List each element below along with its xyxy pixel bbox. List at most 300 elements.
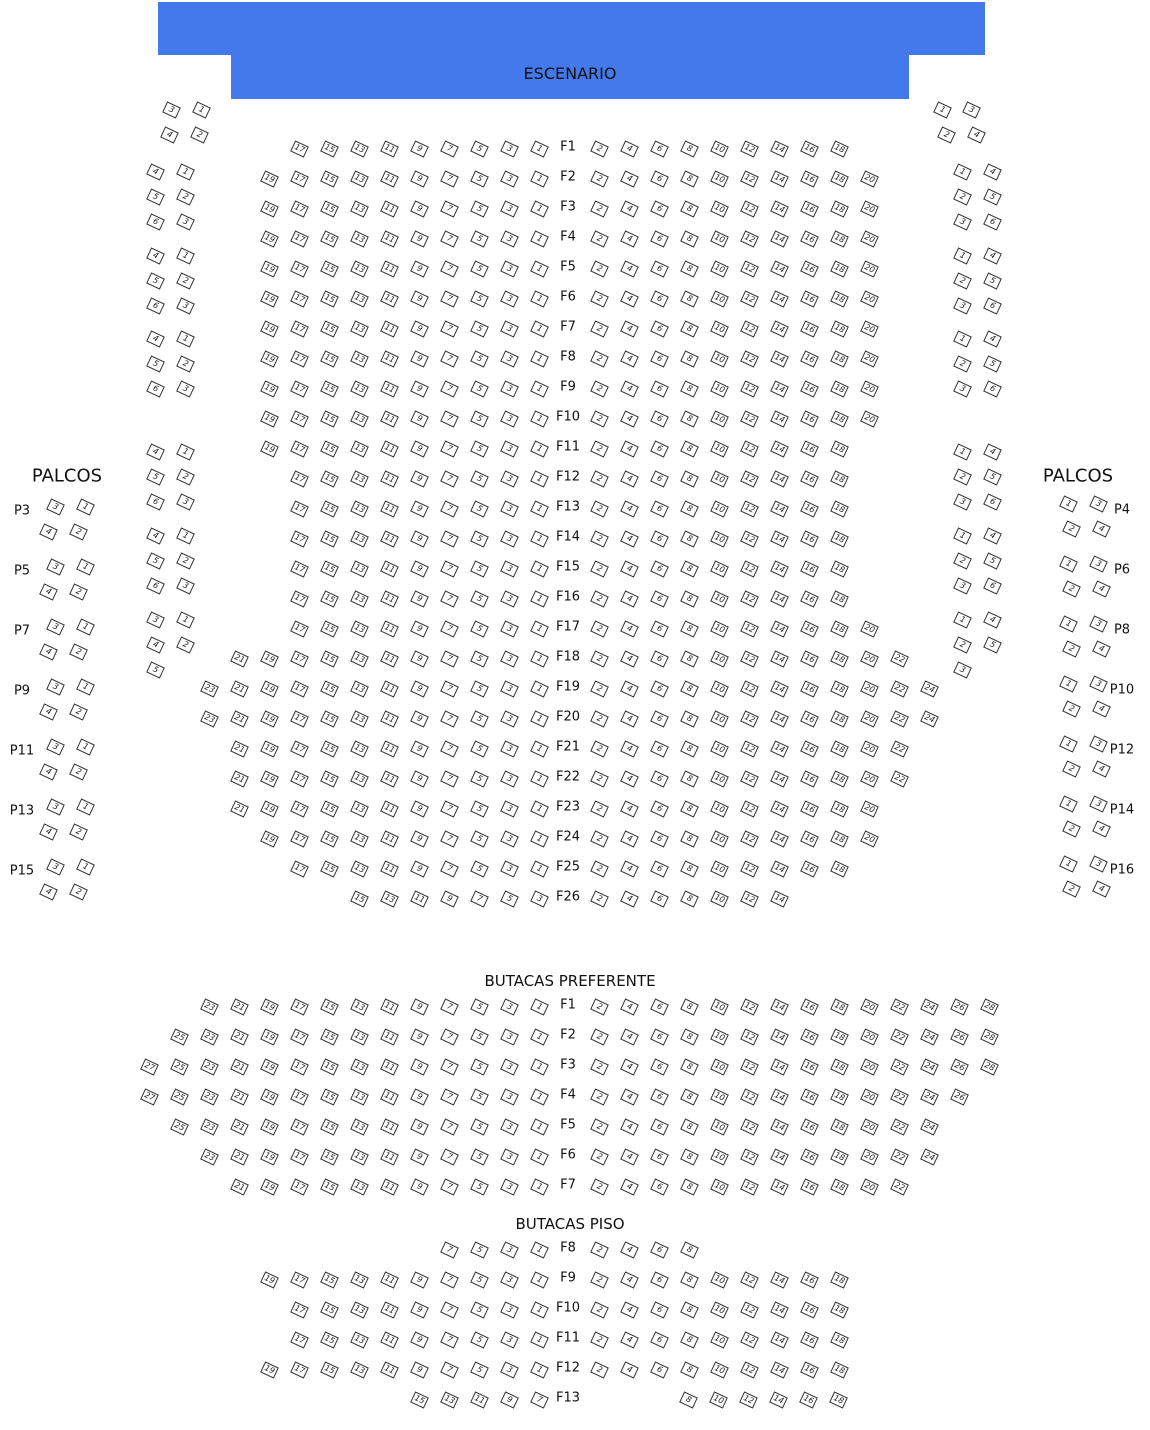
main-seat[interactable]: 3: [500, 590, 519, 607]
main-seat[interactable]: 2: [590, 530, 609, 547]
preferente-seat[interactable]: 7: [440, 1148, 459, 1165]
main-seat[interactable]: 10: [710, 200, 729, 217]
main-seat[interactable]: 6: [650, 500, 669, 517]
main-seat[interactable]: 2: [590, 560, 609, 577]
preferente-seat[interactable]: 18: [830, 1028, 849, 1045]
preferente-seat[interactable]: 14: [770, 1058, 789, 1075]
piso-seat[interactable]: 8: [680, 1331, 699, 1348]
main-seat[interactable]: 9: [410, 830, 429, 847]
main-seat[interactable]: 13: [350, 650, 369, 667]
piso-seat[interactable]: 16: [800, 1301, 819, 1318]
main-seat[interactable]: 21: [230, 740, 249, 757]
piso-seat[interactable]: 10: [710, 1271, 729, 1288]
main-seat[interactable]: 9: [410, 650, 429, 667]
main-seat[interactable]: 2: [590, 740, 609, 757]
main-seat[interactable]: 15: [320, 290, 339, 307]
piso-seat[interactable]: 18: [830, 1301, 849, 1318]
piso-seat[interactable]: 10: [709, 1391, 728, 1408]
main-seat[interactable]: 11: [380, 170, 399, 187]
main-seat[interactable]: 21: [230, 800, 249, 817]
main-seat[interactable]: 8: [680, 770, 699, 787]
preferente-seat[interactable]: 25: [170, 1028, 189, 1045]
main-seat[interactable]: 12: [740, 890, 759, 907]
side-box-seat[interactable]: 5: [983, 636, 1002, 653]
preferente-seat[interactable]: 26: [950, 1058, 969, 1075]
main-seat[interactable]: 19: [260, 440, 279, 457]
main-seat[interactable]: 16: [800, 740, 819, 757]
main-seat[interactable]: 1: [530, 350, 549, 367]
piso-seat[interactable]: 15: [320, 1301, 339, 1318]
main-seat[interactable]: 1: [530, 530, 549, 547]
main-seat[interactable]: 6: [650, 740, 669, 757]
main-seat[interactable]: 11: [380, 350, 399, 367]
main-seat[interactable]: 14: [770, 440, 789, 457]
piso-seat[interactable]: 19: [260, 1271, 279, 1288]
preferente-seat[interactable]: 6: [650, 1028, 669, 1045]
main-seat[interactable]: 5: [470, 560, 489, 577]
piso-seat[interactable]: 18: [830, 1271, 849, 1288]
main-seat[interactable]: 1: [530, 590, 549, 607]
preferente-seat[interactable]: 1: [530, 1088, 549, 1105]
main-seat[interactable]: 7: [440, 410, 459, 427]
main-seat[interactable]: 7: [440, 320, 459, 337]
main-seat[interactable]: 4: [620, 860, 639, 877]
main-seat[interactable]: 19: [260, 260, 279, 277]
main-seat[interactable]: 20: [860, 380, 879, 397]
main-seat[interactable]: 15: [320, 800, 339, 817]
side-box-seat[interactable]: 2: [953, 188, 972, 205]
main-seat[interactable]: 2: [590, 650, 609, 667]
palco-seat[interactable]: 2: [1062, 580, 1081, 597]
side-box-seat[interactable]: 3: [953, 213, 972, 230]
main-seat[interactable]: 2: [590, 410, 609, 427]
preferente-seat[interactable]: 4: [620, 1088, 639, 1105]
main-seat[interactable]: 12: [740, 830, 759, 847]
main-seat[interactable]: 18: [830, 320, 849, 337]
main-seat[interactable]: 19: [260, 740, 279, 757]
main-seat[interactable]: 17: [290, 230, 309, 247]
main-seat[interactable]: 7: [440, 530, 459, 547]
main-seat[interactable]: 18: [830, 830, 849, 847]
main-seat[interactable]: 1: [530, 140, 549, 157]
main-seat[interactable]: 2: [590, 890, 609, 907]
main-seat[interactable]: 17: [290, 290, 309, 307]
preferente-seat[interactable]: 16: [800, 1118, 819, 1135]
main-seat[interactable]: 11: [380, 560, 399, 577]
side-box-seat[interactable]: 3: [953, 297, 972, 314]
palco-seat[interactable]: 1: [76, 618, 95, 635]
main-seat[interactable]: 11: [380, 260, 399, 277]
piso-seat[interactable]: 13: [350, 1331, 369, 1348]
side-box-seat[interactable]: 1: [953, 611, 972, 628]
preferente-seat[interactable]: 23: [200, 1148, 219, 1165]
preferente-seat[interactable]: 24: [920, 1118, 939, 1135]
main-seat[interactable]: 3: [500, 380, 519, 397]
main-seat[interactable]: 22: [890, 770, 909, 787]
main-seat[interactable]: 5: [470, 650, 489, 667]
piso-seat[interactable]: 14: [770, 1331, 789, 1348]
main-seat[interactable]: 24: [920, 710, 939, 727]
main-seat[interactable]: 21: [230, 770, 249, 787]
piso-seat[interactable]: 8: [680, 1271, 699, 1288]
palco-seat[interactable]: 4: [39, 883, 58, 900]
main-seat[interactable]: 9: [410, 380, 429, 397]
main-seat[interactable]: 13: [350, 680, 369, 697]
piso-seat[interactable]: 10: [710, 1301, 729, 1318]
main-seat[interactable]: 2: [590, 770, 609, 787]
piso-seat[interactable]: 17: [290, 1361, 309, 1378]
main-seat[interactable]: 1: [530, 230, 549, 247]
piso-seat[interactable]: 6: [650, 1301, 669, 1318]
main-seat[interactable]: 10: [710, 740, 729, 757]
palco-seat[interactable]: 3: [1089, 795, 1108, 812]
preferente-seat[interactable]: 24: [920, 1058, 939, 1075]
main-seat[interactable]: 13: [350, 860, 369, 877]
main-seat[interactable]: 17: [290, 200, 309, 217]
main-seat[interactable]: 18: [830, 170, 849, 187]
preferente-seat[interactable]: 11: [380, 998, 399, 1015]
main-seat[interactable]: 12: [740, 290, 759, 307]
piso-seat[interactable]: 4: [620, 1301, 639, 1318]
side-box-seat[interactable]: 4: [983, 330, 1002, 347]
piso-seat[interactable]: 5: [470, 1241, 489, 1258]
preferente-seat[interactable]: 25: [170, 1058, 189, 1075]
main-seat[interactable]: 4: [620, 260, 639, 277]
main-seat[interactable]: 5: [470, 170, 489, 187]
side-box-seat[interactable]: 5: [146, 552, 165, 569]
main-seat[interactable]: 10: [710, 140, 729, 157]
side-box-seat[interactable]: 1: [176, 330, 195, 347]
side-box-seat[interactable]: 4: [160, 126, 179, 143]
main-seat[interactable]: 9: [410, 620, 429, 637]
piso-seat[interactable]: 10: [710, 1331, 729, 1348]
preferente-seat[interactable]: 18: [830, 1148, 849, 1165]
main-seat[interactable]: 19: [260, 380, 279, 397]
main-seat[interactable]: 11: [380, 680, 399, 697]
palco-seat[interactable]: 1: [1059, 735, 1078, 752]
preferente-seat[interactable]: 1: [530, 998, 549, 1015]
main-seat[interactable]: 3: [500, 830, 519, 847]
side-box-seat[interactable]: 6: [983, 213, 1002, 230]
main-seat[interactable]: 1: [530, 860, 549, 877]
main-seat[interactable]: 15: [320, 830, 339, 847]
piso-seat[interactable]: 2: [590, 1331, 609, 1348]
main-seat[interactable]: 11: [380, 620, 399, 637]
main-seat[interactable]: 10: [710, 470, 729, 487]
main-seat[interactable]: 9: [410, 320, 429, 337]
side-box-seat[interactable]: 6: [146, 577, 165, 594]
main-seat[interactable]: 3: [500, 650, 519, 667]
main-seat[interactable]: 8: [680, 440, 699, 457]
preferente-seat[interactable]: 14: [770, 1148, 789, 1165]
main-seat[interactable]: 6: [650, 380, 669, 397]
preferente-seat[interactable]: 2: [590, 1088, 609, 1105]
main-seat[interactable]: 19: [260, 230, 279, 247]
preferente-seat[interactable]: 12: [740, 1088, 759, 1105]
main-seat[interactable]: 5: [470, 830, 489, 847]
main-seat[interactable]: 14: [770, 500, 789, 517]
main-seat[interactable]: 3: [500, 560, 519, 577]
side-box-seat[interactable]: 3: [146, 611, 165, 628]
main-seat[interactable]: 19: [260, 830, 279, 847]
main-seat[interactable]: 4: [620, 170, 639, 187]
piso-seat[interactable]: 16: [800, 1361, 819, 1378]
main-seat[interactable]: 5: [470, 470, 489, 487]
main-seat[interactable]: 15: [320, 440, 339, 457]
main-seat[interactable]: 10: [710, 710, 729, 727]
main-seat[interactable]: 7: [440, 230, 459, 247]
main-seat[interactable]: 6: [650, 650, 669, 667]
side-box-seat[interactable]: 6: [146, 213, 165, 230]
preferente-seat[interactable]: 7: [440, 1118, 459, 1135]
main-seat[interactable]: 23: [200, 680, 219, 697]
preferente-seat[interactable]: 12: [740, 998, 759, 1015]
preferente-seat[interactable]: 7: [440, 998, 459, 1015]
preferente-seat[interactable]: 17: [290, 1178, 309, 1195]
side-box-seat[interactable]: 2: [953, 468, 972, 485]
main-seat[interactable]: 4: [620, 890, 639, 907]
main-seat[interactable]: 16: [800, 380, 819, 397]
main-seat[interactable]: 13: [350, 440, 369, 457]
palco-seat[interactable]: 3: [1089, 495, 1108, 512]
main-seat[interactable]: 4: [620, 620, 639, 637]
main-seat[interactable]: 1: [530, 830, 549, 847]
main-seat[interactable]: 2: [590, 350, 609, 367]
main-seat[interactable]: 18: [830, 290, 849, 307]
main-seat[interactable]: 12: [740, 140, 759, 157]
main-seat[interactable]: 10: [710, 620, 729, 637]
piso-seat[interactable]: 1: [530, 1331, 549, 1348]
preferente-seat[interactable]: 19: [260, 1028, 279, 1045]
main-seat[interactable]: 14: [770, 560, 789, 577]
main-seat[interactable]: 8: [680, 260, 699, 277]
main-seat[interactable]: 4: [620, 650, 639, 667]
main-seat[interactable]: 14: [770, 860, 789, 877]
main-seat[interactable]: 15: [320, 620, 339, 637]
main-seat[interactable]: 13: [350, 380, 369, 397]
main-seat[interactable]: 19: [260, 200, 279, 217]
palco-seat[interactable]: 3: [46, 858, 65, 875]
main-seat[interactable]: 8: [680, 140, 699, 157]
main-seat[interactable]: 10: [710, 350, 729, 367]
main-seat[interactable]: 1: [530, 650, 549, 667]
piso-seat[interactable]: 8: [680, 1301, 699, 1318]
preferente-seat[interactable]: 23: [200, 1058, 219, 1075]
main-seat[interactable]: 10: [710, 590, 729, 607]
piso-seat[interactable]: 13: [350, 1361, 369, 1378]
main-seat[interactable]: 6: [650, 830, 669, 847]
piso-seat[interactable]: 9: [410, 1361, 429, 1378]
main-seat[interactable]: 12: [740, 320, 759, 337]
main-seat[interactable]: 4: [620, 290, 639, 307]
main-seat[interactable]: 11: [380, 770, 399, 787]
piso-seat[interactable]: 13: [440, 1391, 459, 1408]
main-seat[interactable]: 5: [470, 140, 489, 157]
palco-seat[interactable]: 4: [1092, 820, 1111, 837]
main-seat[interactable]: 18: [830, 200, 849, 217]
piso-seat[interactable]: 4: [620, 1241, 639, 1258]
main-seat[interactable]: 19: [260, 650, 279, 667]
main-seat[interactable]: 15: [320, 380, 339, 397]
main-seat[interactable]: 7: [440, 290, 459, 307]
main-seat[interactable]: 18: [830, 800, 849, 817]
preferente-seat[interactable]: 26: [950, 1088, 969, 1105]
main-seat[interactable]: 1: [530, 500, 549, 517]
main-seat[interactable]: 2: [590, 680, 609, 697]
main-seat[interactable]: 14: [770, 290, 789, 307]
palco-seat[interactable]: 4: [39, 703, 58, 720]
main-seat[interactable]: 16: [800, 440, 819, 457]
main-seat[interactable]: 7: [440, 650, 459, 667]
main-seat[interactable]: 15: [320, 230, 339, 247]
main-seat[interactable]: 3: [500, 620, 519, 637]
piso-seat[interactable]: 3: [500, 1361, 519, 1378]
preferente-seat[interactable]: 22: [890, 1178, 909, 1195]
main-seat[interactable]: 4: [620, 470, 639, 487]
side-box-seat[interactable]: 4: [983, 443, 1002, 460]
preferente-seat[interactable]: 16: [800, 998, 819, 1015]
piso-seat[interactable]: 14: [770, 1271, 789, 1288]
main-seat[interactable]: 2: [590, 590, 609, 607]
palco-seat[interactable]: 1: [1059, 555, 1078, 572]
main-seat[interactable]: 1: [530, 800, 549, 817]
main-seat[interactable]: 16: [800, 350, 819, 367]
main-seat[interactable]: 9: [410, 170, 429, 187]
preferente-seat[interactable]: 5: [470, 1028, 489, 1045]
main-seat[interactable]: 16: [800, 770, 819, 787]
piso-seat[interactable]: 3: [500, 1331, 519, 1348]
main-seat[interactable]: 3: [500, 530, 519, 547]
main-seat[interactable]: 7: [440, 710, 459, 727]
main-seat[interactable]: 8: [680, 380, 699, 397]
preferente-seat[interactable]: 11: [380, 1148, 399, 1165]
main-seat[interactable]: 16: [800, 230, 819, 247]
side-box-seat[interactable]: 4: [146, 636, 165, 653]
main-seat[interactable]: 15: [320, 170, 339, 187]
main-seat[interactable]: 4: [620, 590, 639, 607]
main-seat[interactable]: 15: [320, 410, 339, 427]
preferente-seat[interactable]: 20: [860, 998, 879, 1015]
main-seat[interactable]: 9: [410, 140, 429, 157]
main-seat[interactable]: 9: [410, 740, 429, 757]
preferente-seat[interactable]: 6: [650, 1088, 669, 1105]
side-box-seat[interactable]: 1: [192, 101, 211, 118]
main-seat[interactable]: 19: [260, 320, 279, 337]
main-seat[interactable]: 1: [530, 560, 549, 577]
main-seat[interactable]: 13: [350, 770, 369, 787]
main-seat[interactable]: 1: [530, 380, 549, 397]
main-seat[interactable]: 15: [320, 770, 339, 787]
main-seat[interactable]: 7: [440, 620, 459, 637]
palco-seat[interactable]: 3: [1089, 675, 1108, 692]
main-seat[interactable]: 17: [290, 650, 309, 667]
main-seat[interactable]: 13: [350, 560, 369, 577]
main-seat[interactable]: 12: [740, 800, 759, 817]
main-seat[interactable]: 1: [530, 320, 549, 337]
main-seat[interactable]: 13: [350, 710, 369, 727]
main-seat[interactable]: 2: [590, 290, 609, 307]
preferente-seat[interactable]: 15: [320, 1118, 339, 1135]
main-seat[interactable]: 2: [590, 500, 609, 517]
piso-seat[interactable]: 1: [530, 1361, 549, 1378]
side-box-seat[interactable]: 1: [953, 247, 972, 264]
main-seat[interactable]: 18: [830, 860, 849, 877]
main-seat[interactable]: 5: [500, 890, 519, 907]
preferente-seat[interactable]: 2: [590, 1058, 609, 1075]
preferente-seat[interactable]: 18: [830, 998, 849, 1015]
main-seat[interactable]: 4: [620, 200, 639, 217]
preferente-seat[interactable]: 21: [230, 1028, 249, 1045]
main-seat[interactable]: 3: [500, 260, 519, 277]
side-box-seat[interactable]: 3: [953, 577, 972, 594]
main-seat[interactable]: 8: [680, 290, 699, 307]
main-seat[interactable]: 6: [650, 680, 669, 697]
main-seat[interactable]: 5: [470, 590, 489, 607]
main-seat[interactable]: 9: [410, 200, 429, 217]
main-seat[interactable]: 16: [800, 590, 819, 607]
side-box-seat[interactable]: 4: [967, 126, 986, 143]
main-seat[interactable]: 21: [230, 680, 249, 697]
main-seat[interactable]: 18: [830, 500, 849, 517]
main-seat[interactable]: 18: [830, 470, 849, 487]
main-seat[interactable]: 7: [440, 770, 459, 787]
palco-seat[interactable]: 2: [1062, 520, 1081, 537]
main-seat[interactable]: 11: [380, 740, 399, 757]
main-seat[interactable]: 11: [380, 650, 399, 667]
main-seat[interactable]: 17: [290, 530, 309, 547]
piso-seat[interactable]: 8: [680, 1241, 699, 1258]
piso-seat[interactable]: 4: [620, 1331, 639, 1348]
main-seat[interactable]: 9: [410, 710, 429, 727]
preferente-seat[interactable]: 9: [410, 1028, 429, 1045]
palco-seat[interactable]: 1: [76, 738, 95, 755]
main-seat[interactable]: 5: [470, 860, 489, 877]
main-seat[interactable]: 16: [800, 470, 819, 487]
side-box-seat[interactable]: 2: [176, 355, 195, 372]
preferente-seat[interactable]: 1: [530, 1058, 549, 1075]
piso-seat[interactable]: 12: [740, 1361, 759, 1378]
main-seat[interactable]: 6: [650, 170, 669, 187]
main-seat[interactable]: 14: [770, 200, 789, 217]
main-seat[interactable]: 6: [650, 800, 669, 817]
preferente-seat[interactable]: 16: [800, 1178, 819, 1195]
piso-seat[interactable]: 18: [830, 1331, 849, 1348]
preferente-seat[interactable]: 10: [710, 998, 729, 1015]
main-seat[interactable]: 4: [620, 380, 639, 397]
main-seat[interactable]: 13: [350, 590, 369, 607]
main-seat[interactable]: 14: [770, 890, 789, 907]
preferente-seat[interactable]: 7: [440, 1178, 459, 1195]
main-seat[interactable]: 7: [440, 170, 459, 187]
main-seat[interactable]: 4: [620, 410, 639, 427]
piso-seat[interactable]: 11: [470, 1391, 489, 1408]
main-seat[interactable]: 1: [530, 740, 549, 757]
main-seat[interactable]: 20: [860, 710, 879, 727]
main-seat[interactable]: 15: [320, 140, 339, 157]
main-seat[interactable]: 10: [710, 320, 729, 337]
main-seat[interactable]: 12: [740, 620, 759, 637]
palco-seat[interactable]: 2: [1062, 760, 1081, 777]
main-seat[interactable]: 6: [650, 560, 669, 577]
main-seat[interactable]: 13: [350, 800, 369, 817]
main-seat[interactable]: 16: [800, 860, 819, 877]
preferente-seat[interactable]: 6: [650, 1148, 669, 1165]
main-seat[interactable]: 3: [500, 680, 519, 697]
preferente-seat[interactable]: 2: [590, 1148, 609, 1165]
side-box-seat[interactable]: 3: [162, 101, 181, 118]
main-seat[interactable]: 14: [770, 590, 789, 607]
piso-seat[interactable]: 15: [320, 1271, 339, 1288]
